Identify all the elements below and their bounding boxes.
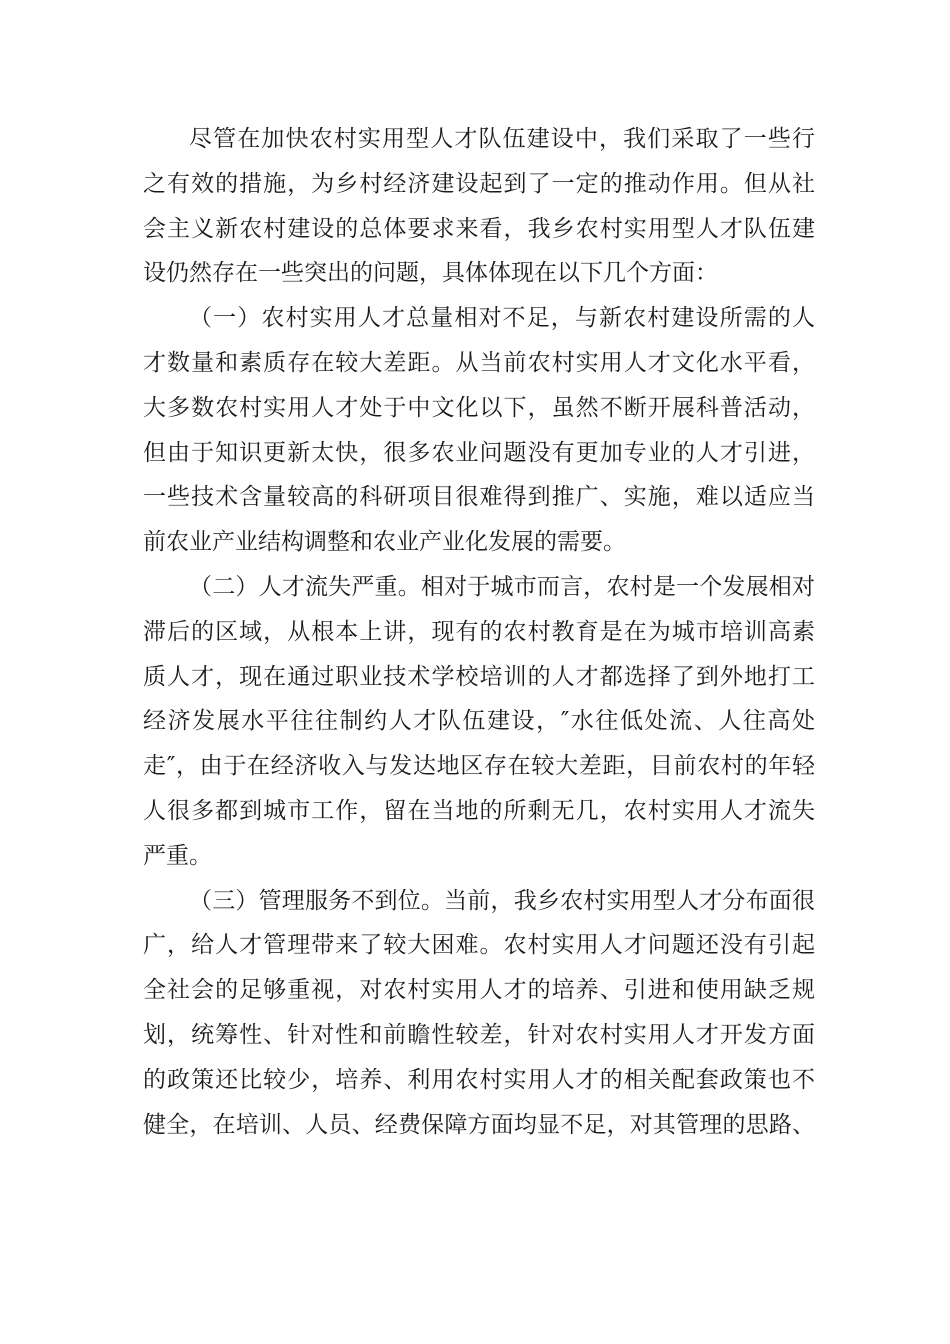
text-line: 大多数农村实用人才处于中文化以下，虽然不断开展科普活动， (143, 394, 815, 421)
text-line: 质人才，现在通过职业技术学校培训的人才都选择了到外地打工 (143, 663, 815, 690)
text-line: 才数量和素质存在较大差距。从当前农村实用人才文化水平看， (143, 349, 815, 376)
document-body (143, 117, 815, 1147)
text-line: （三）管理服务不到位。当前，我乡农村实用型人才分布面很 (189, 887, 815, 914)
text-line: 走″，由于在经济收入与发达地区存在较大差距，目前农村的年轻 (143, 753, 815, 780)
text-line: 健全，在培训、人员、经费保障方面均显不足，对其管理的思路、 (143, 1111, 815, 1138)
text-line: （一）农村实用人才总量相对不足，与新农村建设所需的人 (189, 305, 815, 332)
text-line: 严重。 (143, 842, 212, 869)
text-line: 会主义新农村建设的总体要求来看，我乡农村实用型人才队伍建 (143, 215, 815, 242)
text-line: 经济发展水平往往制约人才队伍建设，″水往低处流、人往高处 (143, 708, 815, 735)
text-line: （二）人才流失严重。相对于城市而言，农村是一个发展相对 (189, 573, 815, 600)
text-line: 之有效的措施，为乡村经济建设起到了一定的推动作用。但从社 (143, 170, 815, 197)
text-line: 一些技术含量较高的科研项目很难得到推广、实施，难以适应当 (143, 484, 815, 511)
text-line: 前农业产业结构调整和农业产业化发展的需要。 (143, 529, 626, 556)
text-line: 滞后的区域，从根本上讲，现有的农村教育是在为城市培训高素 (143, 618, 815, 645)
text-line: 但由于知识更新太快，很多农业问题没有更加专业的人才引进， (143, 439, 815, 466)
text-line: 人很多都到城市工作，留在当地的所剩无几，农村实用人才流失 (143, 797, 815, 824)
text-line: 划，统筹性、针对性和前瞻性较差，针对农村实用人才开发方面 (143, 1021, 815, 1048)
text-line: 全社会的足够重视，对农村实用人才的培养、引进和使用缺乏规 (143, 977, 815, 1004)
text-line: 的政策还比较少，培养、利用农村实用人才的相关配套政策也不 (143, 1066, 815, 1093)
text-line: 广，给人才管理带来了较大困难。农村实用人才问题还没有引起 (143, 932, 815, 959)
text-line: 尽管在加快农村实用型人才队伍建设中，我们采取了一些行 (189, 126, 815, 152)
text-line: 设仍然存在一些突出的问题，具体体现在以下几个方面： (143, 260, 718, 287)
